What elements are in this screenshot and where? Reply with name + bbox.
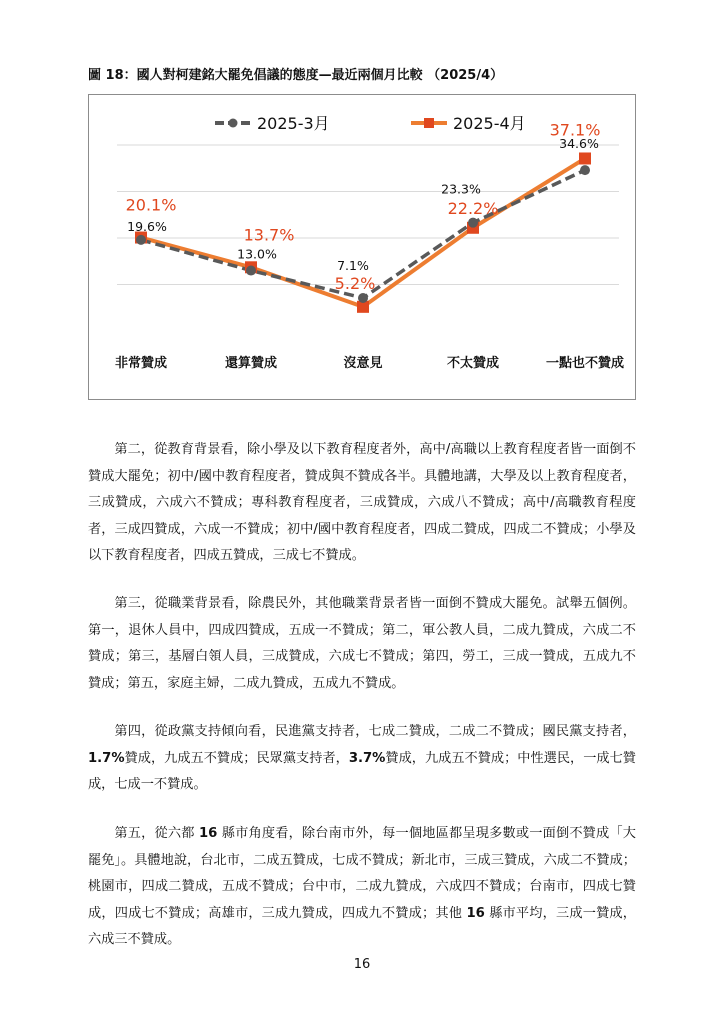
marker-march: [468, 218, 478, 228]
x-tick-label: 沒意見: [343, 356, 383, 371]
marker-march: [358, 293, 368, 303]
figure-title: 圖 18：國人對柯建銘大罷免倡議的態度—最近兩個月比較 （2025/4）: [88, 68, 504, 83]
data-label-march: 19.6%: [127, 218, 167, 234]
data-label-april: 22.2%: [447, 198, 499, 218]
chart-canvas: [89, 95, 637, 401]
party-text-1: 第四，從政黨支持傾向看，民進黨支持者，七成二贊成，二成二不贊成；國民黨支持者，: [114, 724, 636, 739]
marker-march: [580, 165, 590, 175]
region-text-2: 縣市角度看，除台南市外，每一個地區都呈現多數或一面倒不贊成「大罷免」。具體地說，台北市，二成五贊成，七成不贊成；新北市，三成三贊成，六成二不贊成；桃園市，四成二贊成，五成不贊成；台中市，二成九贊成，六成四不贊成；台南市，四成七贊成，四成七不贊成；高雄市，三成九贊成，四成九不贊成；其他: [88, 826, 636, 921]
region-number-1: 16: [198, 826, 218, 841]
data-label-march: 7.1%: [337, 257, 369, 273]
data-label-march: 34.6%: [559, 136, 599, 152]
x-tick-label: 非常贊成: [114, 356, 168, 371]
region-text-3: 縣市平均，三成一贊成，六成三不贊成。: [88, 905, 636, 948]
data-label-march: 23.3%: [441, 181, 481, 197]
paragraph-party: [88, 719, 636, 799]
x-tick-label: 還算贊成: [224, 356, 278, 371]
marker-march: [136, 235, 146, 245]
party-tpp-percent: 3.7%: [348, 750, 386, 766]
data-label-april: 13.7%: [243, 225, 295, 245]
party-text-2: 贊成，九成五不贊成；民眾黨支持者，: [124, 750, 349, 766]
paragraph-occupation: 第三，從職業背景看，除農民外，其他職業背景者皆一面倒不贊成大罷免。試舉五個例。第一，退休人員中，四成四贊成，五成一不贊成；第二，軍公教人員，二成九贊成，六成二不贊成；第三，基層白領人員，三成贊成，六成七不贊成；第四，勞工，三成一贊成，五成九不贊成；第五，家庭主婦，二成九贊成，五成九不贊成。: [88, 596, 636, 691]
data-label-april: 5.2%: [334, 273, 376, 293]
legend-marker: [424, 118, 434, 128]
region-number-2: 16: [466, 905, 485, 921]
page-number: 16: [353, 957, 371, 972]
legend-label: 2025-3月: [257, 114, 330, 133]
data-label-march: 13.0%: [237, 246, 277, 262]
legend-marker: [229, 119, 238, 128]
x-tick-label: 一點也不贊成: [545, 356, 625, 371]
region-text-1: 第五，從六都: [114, 826, 199, 841]
party-text-3: 贊成，九成五不贊成；中性選民，一成七贊成，七成一不贊成。: [88, 750, 636, 793]
marker-march: [246, 266, 256, 276]
paragraph-region: [88, 821, 636, 954]
line-chart: [88, 94, 636, 400]
legend-label: 2025-4月: [453, 114, 526, 133]
party-kmt-percent: 1.7%: [88, 750, 125, 766]
data-label-april: 37.1%: [549, 120, 601, 140]
marker-april: [579, 152, 591, 164]
paragraph-education: 第二，從教育背景看，除小學及以下教育程度者外，高中/高職以上教育程度者皆一面倒不贊成大罷免；初中/國中教育程度者，贊成與不贊成各半。具體地講，大學及以上教育程度者，三成贊成，六成六不贊成；專科教育程度者，三成贊成，六成八不贊成；高中/高職教育程度者，三成四贊成，六成一不贊成；初中/國中教育程度者，四成二贊成，四成二不贊成；小學及以下教育程度者，四成五贊成，三成七不贊成。: [88, 442, 636, 564]
x-tick-label: 不太贊成: [446, 356, 500, 371]
data-label-april: 20.1%: [125, 195, 177, 215]
